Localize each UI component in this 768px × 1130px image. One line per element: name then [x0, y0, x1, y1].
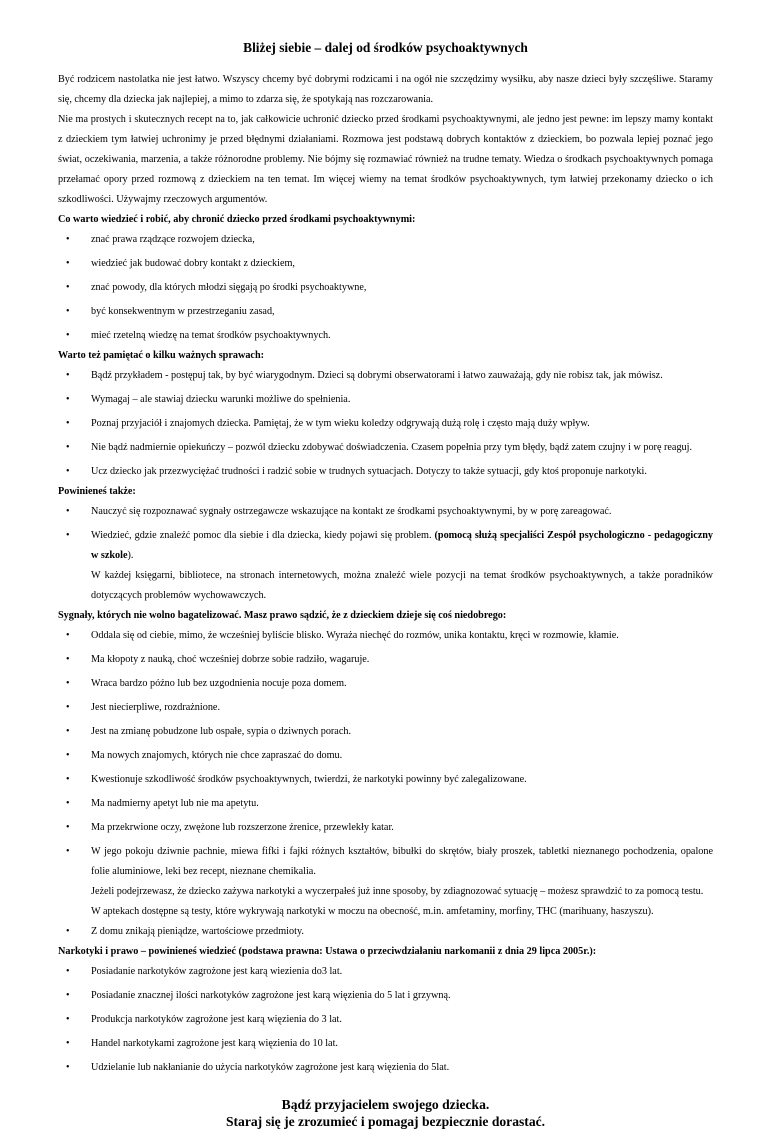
bullet-icon: • [66, 798, 70, 809]
resources-note: W każdej księgarni, bibliotece, na stronach internetowych, można znaleźć wiele pozycji na temat środków psychoaktywnych, a także poradników dotyczących problemów wychowawczych. [91, 570, 713, 601]
bullet-icon: • [66, 1038, 70, 1049]
list-item: • Kwestionuje szkodliwość środków psychoaktywnych, twierdzi, że narkotyki powinny być zalegalizowane. [58, 770, 713, 790]
bullet-icon: • [66, 990, 70, 1001]
section-heading-remember: Warto też pamiętać o kilku ważnych sprawach: [58, 350, 264, 361]
bullet-icon: • [66, 966, 70, 977]
section-heading-signals: Sygnały, których nie wolno bagatelizować. Masz prawo sądzić, że z dzieckiem dzieje się coś niedobrego: [58, 610, 507, 621]
bullet-icon: • [66, 330, 70, 341]
list-item: • Ma nowych znajomych, których nie chce zapraszać do domu. [58, 746, 713, 766]
pharmacy-test-note: W aptekach dostępne są testy, które wykrywają narkotyki w moczu na obecność, m.in. amfetaminy, morfiny, THC (marihuany, haszyszu). [91, 906, 654, 917]
closing-message [58, 1096, 713, 1130]
document-title: Bliżej siebie – dalej od środków psychoaktywnych [243, 40, 528, 55]
intro-paragraph-1: Być rodzicem nastolatka nie jest łatwo. Wszyscy chcemy być dobrymi rodzicami i na ogół nie szczędzimy wysiłku, aby nasze dzieci były szczęśliwe. Staramy się, chcemy dla dziecka jak najlepiej, a mimo to zdarza się, że spotykają nas rozczarowania. [58, 74, 713, 105]
list-item: • Ma kłopoty z nauką, choć wcześniej dobrze sobie radziło, wagaruje. [58, 650, 713, 670]
list-item: • Nauczyć się rozpoznawać sygnały ostrzegawcze wskazujące na kontakt ze środkami psychoaktywnymi, by w porę zareagować. [58, 502, 713, 522]
bullet-icon: • [66, 678, 70, 689]
list-item: • Wymagaj – ale stawiaj dziecku warunki możliwe do spełnienia. [58, 390, 713, 410]
list-item: • mieć rzetelną wiedzę na temat środków psychoaktywnych. [58, 326, 713, 346]
list-item: • Ma nadmierny apetyt lub nie ma apetytu. [58, 794, 713, 814]
list-item: • Posiadanie znacznej ilości narkotyków zagrożone jest karą więzienia do 5 lat i grzywną. [58, 986, 713, 1006]
signals-list [58, 626, 713, 882]
list-item: • W jego pokoju dziwnie pachnie, miewa fifki i fajki różnych kształtów, bibułki do skrętów, biały proszek, tabletki nieznanego pochodzenia, opalone folie aluminiowe, leki bez recept, nieznane chemikalia. [58, 842, 713, 882]
bullet-icon: • [66, 442, 70, 453]
list-item: • Wiedzieć, gdzie znaleźć pomoc dla siebie i dla dziecka, kiedy pojawi się problem. (pomocą służą specjaliści Zespół psychologiczno - pedagogiczny w szkole). [58, 526, 713, 566]
list-item: • Posiadanie narkotyków zagrożone jest karą wiezienia do3 lat. [58, 962, 713, 982]
should-list [58, 502, 713, 566]
bullet-icon: • [66, 282, 70, 293]
bullet-icon: • [66, 654, 70, 665]
list-item: • Jest niecierpliwe, rozdrażnione. [58, 698, 713, 718]
bullet-icon: • [66, 726, 70, 737]
law-list [58, 962, 713, 1078]
bullet-icon: • [66, 234, 70, 245]
bullet-icon: • [66, 466, 70, 477]
bullet-icon: • [66, 506, 70, 517]
list-item: • być konsekwentnym w przestrzeganiu zasad, [58, 302, 713, 322]
bullet-icon: • [66, 926, 70, 937]
drug-test-note: Jeżeli podejrzewasz, że dziecko zażywa narkotyki a wyczerpałeś już inne sposoby, by zdiagnozować sytuację – możesz sprawdzić to za pomocą testu. [91, 886, 704, 897]
bullet-icon: • [66, 1062, 70, 1073]
signals-list-continued [58, 922, 713, 942]
bullet-icon: • [66, 822, 70, 833]
list-item: • Produkcja narkotyków zagrożone jest karą więzienia do 3 lat. [58, 1010, 713, 1030]
bullet-icon: • [66, 306, 70, 317]
bullet-icon: • [66, 702, 70, 713]
section-heading-should: Powinieneś także: [58, 486, 136, 497]
list-item: • Jest na zmianę pobudzone lub ospałe, sypia o dziwnych porach. [58, 722, 713, 742]
bullet-icon: • [66, 418, 70, 429]
bullet-icon: • [66, 750, 70, 761]
closing-line-2: Staraj się je zrozumieć i pomagaj bezpiecznie dorastać. [225, 1114, 546, 1129]
section-heading-what-to-know: Co warto wiedzieć i robić, aby chronić dziecko przed środkami psychoaktywnymi: [58, 214, 416, 225]
list-item: • Poznaj przyjaciół i znajomych dziecka. Pamiętaj, że w tym wieku koledzy odgrywają dużą rolę i często mają duży wpływ. [58, 414, 713, 434]
intro-paragraph-2: Nie ma prostych i skutecznych recept na to, jak całkowicie uchronić dziecko przed środkami psychoaktywnymi, ale jedno jest pewne: im lepszy mamy kontakt z dzieckiem tym łatwiej uchronimy je przed błędnymi działaniami. Rozmowa jest podstawą dobrych kontaktów z dzieckiem, bo pozwala lepiej poznać jego świat, oczekiwania, marzenia, a także różnorodne problemy. Nie bójmy się rozmawiać również na trudne tematy. Wiedza o środkach psychoaktywnych pomaga przełamać opory przed rozmową z dzieckiem na ten temat. Im więcej wiemy na temat środków psychoaktywnych, tym łatwiej przekonamy dziecko o ich szkodliwości. Używajmy rzeczowych argumentów. [58, 114, 713, 205]
bullet-icon: • [66, 530, 70, 541]
list-item: • wiedzieć jak budować dobry kontakt z dzieckiem, [58, 254, 713, 274]
list-item: • Ma przekrwione oczy, zwężone lub rozszerzone źrenice, przewlekły katar. [58, 818, 713, 838]
bullet-icon: • [66, 846, 70, 857]
remember-list [58, 366, 713, 482]
list-item: • Wraca bardzo późno lub bez uzgodnienia nocuje poza domem. [58, 674, 713, 694]
list-item: • znać prawa rządzące rozwojem dziecka, [58, 230, 713, 250]
bullet-icon: • [66, 394, 70, 405]
list-item: • Udzielanie lub nakłanianie do użycia narkotyków zagrożone jest karą więzienia do 5lat. [58, 1058, 713, 1078]
help-specialists-note: (pomocą służą specjaliści Zespół psychologiczno - pedagogiczny w szkole [91, 530, 713, 561]
list-item: • Ucz dziecko jak przezwyciężać trudności i radzić sobie w trudnych sytuacjach. Dotyczy to także sytuacji, gdy ktoś proponuje narkotyki. [58, 462, 713, 482]
bullet-icon: • [66, 630, 70, 641]
list-item: • znać powody, dla których młodzi sięgają po środki psychoaktywne, [58, 278, 713, 298]
closing-line-1: Bądź przyjacielem swojego dziecka. [281, 1097, 490, 1112]
list-item: • Bądź przykładem - postępuj tak, by być wiarygodnym. Dzieci są dobrymi obserwatorami i łatwo zauważają, gdy nie robisz tak, jak mówisz. [58, 366, 713, 386]
bullet-icon: • [66, 1014, 70, 1025]
bullet-icon: • [66, 258, 70, 269]
what-to-know-list [58, 230, 713, 346]
list-item: • Nie bądź nadmiernie opiekuńczy – pozwól dziecku zdobywać doświadczenia. Czasem popełnia przy tym błędy, bądź zatem czujny i w porę reaguj. [58, 438, 713, 458]
list-item: • Oddala się od ciebie, mimo, że wcześniej byliście blisko. Wyraża niechęć do rozmów, unika kontaktu, kręci w rozmowie, kłamie. [58, 626, 713, 646]
bullet-icon: • [66, 774, 70, 785]
section-heading-law: Narkotyki i prawo – powinieneś wiedzieć (podstawa prawna: Ustawa o przeciwdziałaniu narkomanii z dnia 29 lipca 2005r.): [58, 946, 597, 957]
bullet-icon: • [66, 370, 70, 381]
list-item: • Z domu znikają pieniądze, wartościowe przedmioty. [58, 922, 713, 942]
list-item: • Handel narkotykami zagrożone jest karą więzienia do 10 lat. [58, 1034, 713, 1054]
